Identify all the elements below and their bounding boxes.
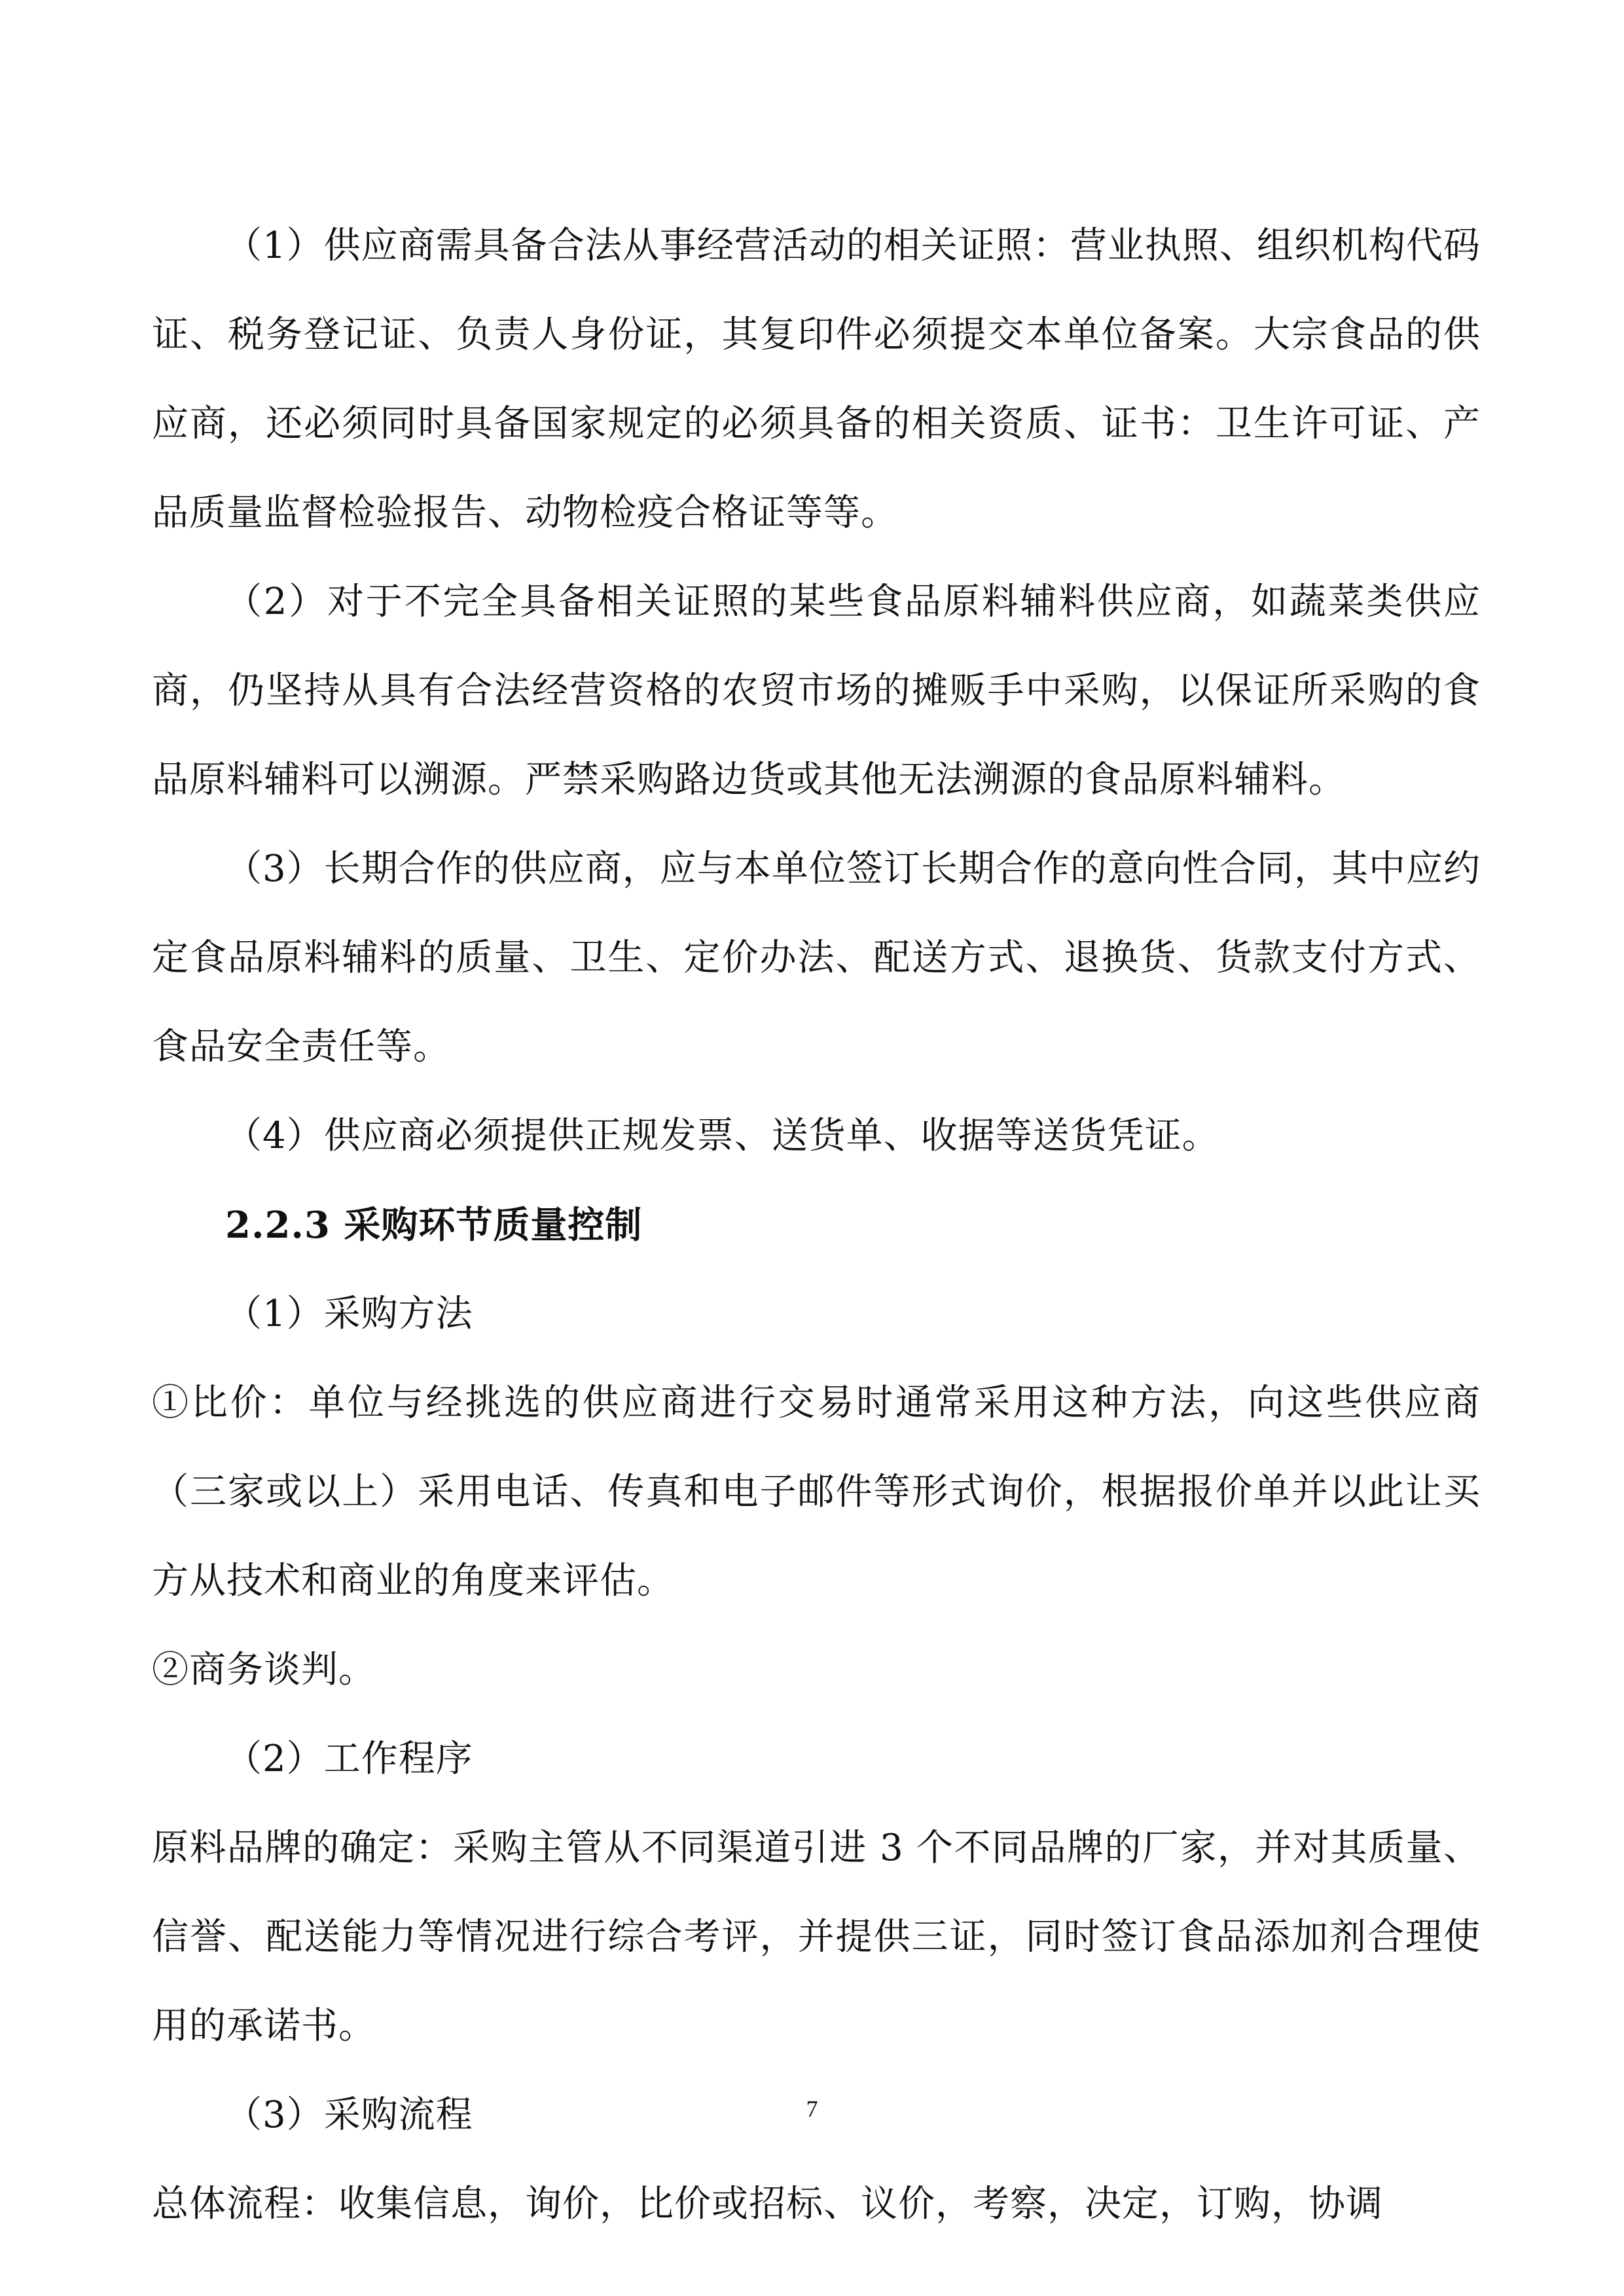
paragraph-unlicensed-suppliers: （2）对于不完全具备相关证照的某些食品原料辅料供应商，如蔬菜类供应商，仍坚持从具有合法经营资格的农贸市场的摊贩手中采购，以保证所采购的食品原料辅料可以溯源。严禁采购路边货或其他无法溯源的食品原料辅料。 xyxy=(152,581,1481,801)
paragraph-procurement-flow-title: （3）采购流程 xyxy=(225,2094,473,2136)
section-heading-procurement-quality: 2.2.3 采购环节质量控制 xyxy=(225,1204,643,1247)
paragraph-work-procedure-title: （2）工作程序 xyxy=(225,1738,473,1780)
paragraph-supplier-licenses: （1）供应商需具备合法从事经营活动的相关证照：营业执照、组织机构代码证、税务登记证、负责人身份证，其复印件必须提交本单位备案。大宗食品的供应商，还必须同时具备国家规定的必须具备的相关资质、证书：卫生许可证、产品质量监督检验报告、动物检疫合格证等等。 xyxy=(152,224,1481,534)
page-body xyxy=(152,202,1481,2249)
paragraph-price-comparison: ①比价：单位与经挑选的供应商进行交易时通常采用这种方法，向这些供应商（三家或以上）采用电话、传真和电子邮件等形式询价，根据报价单并以此让买方从技术和商业的角度来评估。 xyxy=(152,1382,1481,1602)
paragraph-long-term-contracts: （3）长期合作的供应商，应与本单位签订长期合作的意向性合同，其中应约定食品原料辅料的质量、卫生、定价办法、配送方式、退换货、货款支付方式、食品安全责任等。 xyxy=(152,848,1481,1068)
paragraph-overall-flow: 总体流程：收集信息，询价，比价或招标、议价，考察，决定，订购，协调 xyxy=(152,2183,1383,2225)
page-number: 7 xyxy=(806,2096,818,2122)
paragraph-procurement-method-title: （1）采购方法 xyxy=(225,1293,473,1335)
paragraph-business-negotiation: ②商务谈判。 xyxy=(152,1649,376,1691)
paragraph-brand-determination: 原料品牌的确定：采购主管从不同渠道引进 3 个不同品牌的厂家，并对其质量、信誉、配送能力等情况进行综合考评，并提供三证，同时签订食品添加剂合理使用的承诺书。 xyxy=(152,1827,1481,2047)
paragraph-delivery-vouchers: （4）供应商必须提供正规发票、送货单、收据等送货凭证。 xyxy=(225,1115,1219,1157)
